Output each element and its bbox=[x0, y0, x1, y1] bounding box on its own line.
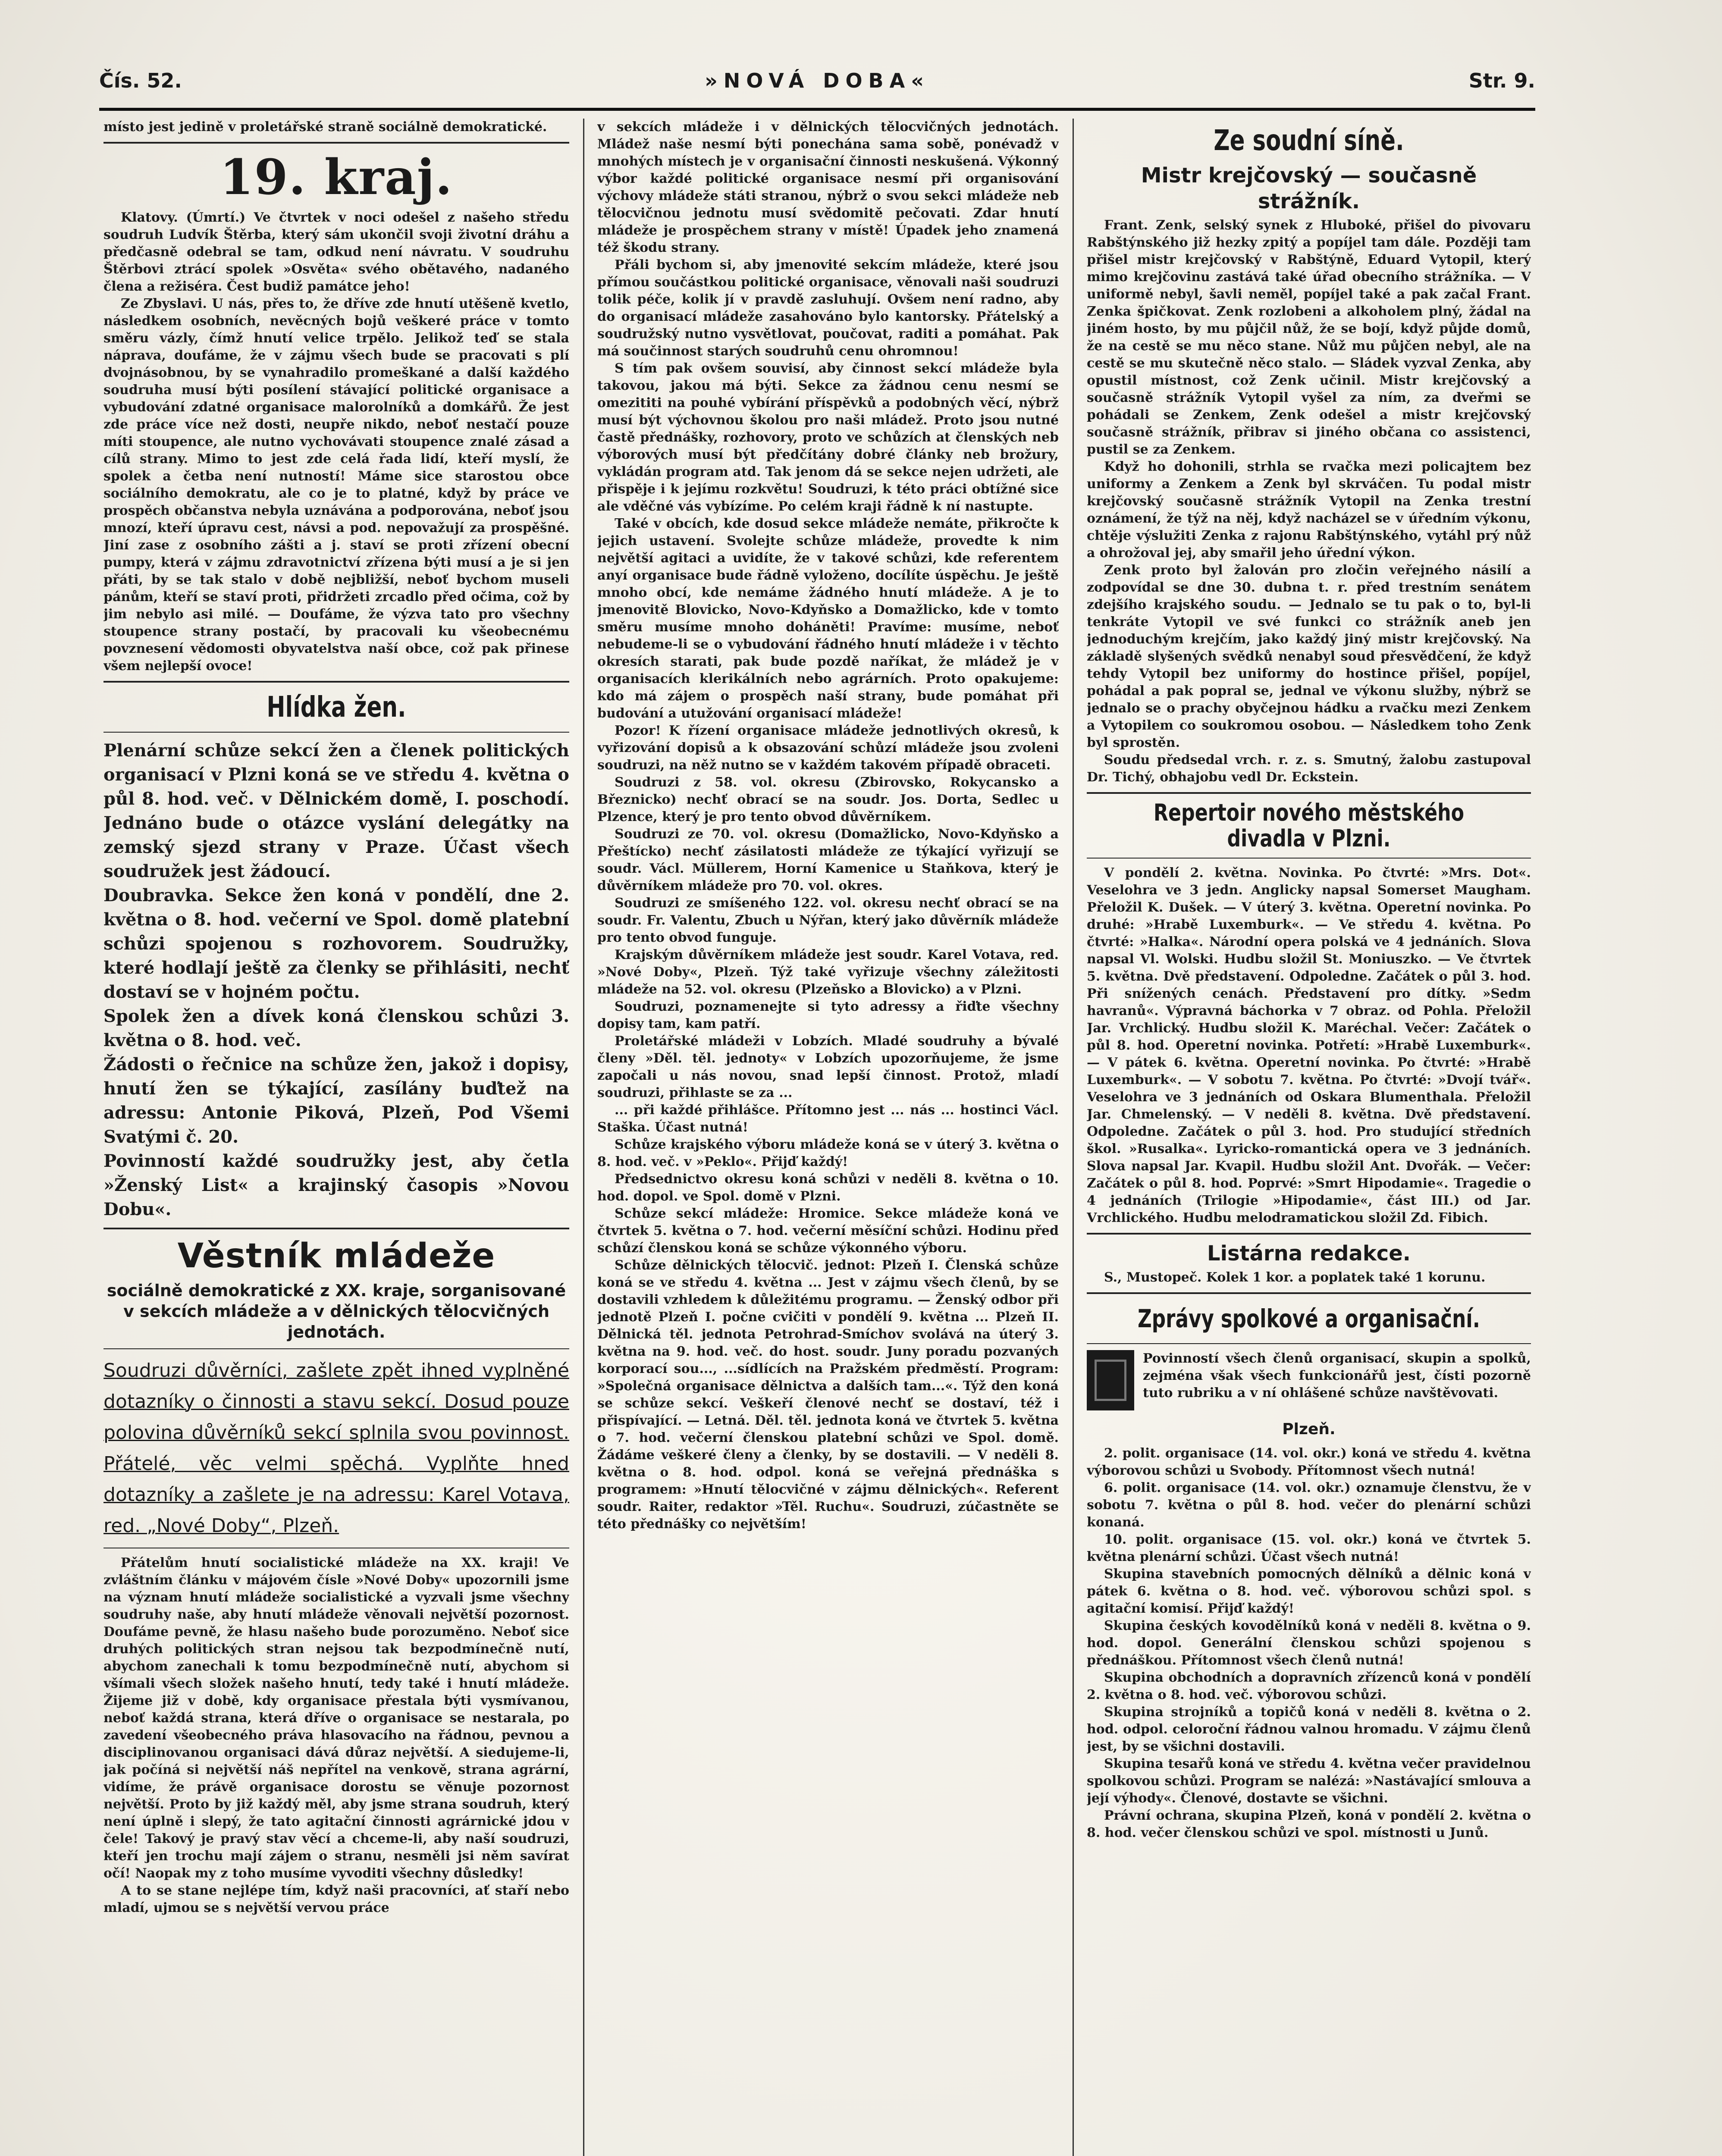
soud-text-4: Soudu předsedal vrch. r. z. s. Smutný, žalobu zastupoval Dr. Tichý, obhajobu vedl Dr. Eckstein. bbox=[1087, 752, 1531, 785]
listarna-text: S., Mustopeč. Kolek 1 kor. a poplatek také 1 korunu. bbox=[1104, 1270, 1486, 1285]
divider bbox=[1087, 1292, 1531, 1294]
col2-okres-58: Soudruzi z 58. vol. okresu (Zbirovsko, Rokycansko a Březnicko) nechť obrací se na soudr. Jos. Dorta, Sedlec u Plzence, který je pro tento obvod důvěrníkem. bbox=[597, 775, 1059, 824]
col2-krajsky-vybor: Schůze krajského výboru mládeže koná se v úterý 3. května o 8. hod. več. v »Peklo«. Přijď každý! bbox=[597, 1137, 1059, 1169]
page-header bbox=[99, 60, 1535, 103]
section-title-repertoir: Repertoir nového městského divadla v Plzni. bbox=[1153, 799, 1465, 852]
vestnik-subtitle: sociálně demokratické z XX. kraje, sorganisované v sekcích mládeže a v dělnických tělocvičných jednotách. bbox=[107, 1281, 566, 1341]
notice-box bbox=[1087, 1350, 1531, 1410]
article-zbyslav: Ze Zbyslavi. U nás, přes to, že dříve zde hnutí utěšeně kvetlo, následkem osobních, nevěcných bojů veškeré práce v tomto směru vázly, čímž hnutí velice trpělo. Jelikož teď se stala náprava, doufáme, že v zájmu všech bude se pracovati s plí dvojnásobnou, by se vynahradilo promeškané a další každého soudruha musí býti posílení stávající politické organisace a vybudování zdatné organisace malorolníků a domkářů. Že jest zde práce více než dosti, neupře nikdo, neboť nestačí pouze míti stoupence, ale nutno vychovávati stoupence znalé zásad a cílů strany. Mimo to jest zde celá řada lidí, kteří myslí, že spolek a četba není nutností! Máme sice starostou obce sociálního demokratu, ale co je to platné, když by práce ve prospěch občanstva nebyla uznávána a podporována, neboť jsou mnozí, kteří úpravu cest, návsi a pod. nepovažují za prospěšné. Jiní zase z osobního zášti a j. staví se proti zřízení obecní pumpy, která v zájmu zdravotnictví zřízena býti musí a je si jen přáti, by se tak stalo v době nejbližší, neboť bychom museli pánům, kteří se staví proti, přidržeti zrcadlo před očima, což by jim nebylo asi milé. — Doufáme, že výzva tato pro všechny stoupence strany postačí, by pracovali ku všeobecnému povznesení vědomosti obyvatelstva naší obce, což pak přinese všem nejlepší ovoce! bbox=[104, 296, 569, 674]
repertoir-text: V pondělí 2. května. Novinka. Po čtvrté: »Mrs. Dot«. Veselohra ve 3 jedn. Anglicky napsal Somerset Maugham. Přeložil K. Dušek. — V úterý 3. května. Operetní novinka. Po druhé: »Hrabě Luxemburk«. — Ve středu 4. května. Po čtvrté: »Halka«. Národní opera polská ve 4 jednáních. Slova napsal Vl. Wolski. Hudbu složil St. Moniuszko. — Ve čtvrtek 5. května. Dvě představení. Odpoledne. Začátek o půl 3. hod. Při snížených cenách. Představení pro dítky. »Sedm havranů«. Výpravná báchorka v 7 obraz. od Pohla. Přeložil Jar. Vrchlický. Hudbu složil K. Maréchal. Večer: Začátek o půl 8. hod. Operetní novinka. Potřetí: »Hrabě Luxemburk«. — V pátek 6. května. Operetní novinka. Po čtvrté: »Hrabě Luxemburk«. — V sobotu 7. května. Po čtvrté: »Dvojí tvář«. Veselohra ve 3 jednáních od Oskara Blumenthala. Přeložil Jar. Chmelenský. — V neděli 8. května. Dvě představení. Odpoledne. Začátek o půl 3. hod. Pro studující středních škol. »Rusalka«. Lyricko-romantická opera ve 3 jednáních. Slova napsal Jar. Kvapil. Hudbu složil Ant. Dvořák. — Večer: Začátek o půl 8. hod. Poprvé: »Smrt Hipodamie«. Tragedie o 4 jednáních (Trilogie »Hipodamie«, část III.) od Jar. Vrchlického. Hudbu melodramatickou složil Zd. Fibich. bbox=[1087, 865, 1531, 1225]
soud-text-1: Frant. Zenk, selský synek z Hluboké, přišel do pivovaru Rabštýnského již hezky zpitý a popíjel tam dále. Později tam přišel mistr krejčovský v Rabštýně, Eduard Vytopil, který mimo krejčovinu zastává také úřad obecního strážníka. — V uniformě nebyl, šavli neměl, popíjel také a pak začal Frant. Zenka špičkovat. Zenk rozlobeni a alkoholem plný, žádal na jiném hosto, by mu půjčil nůž, že se bojí, když půjde domů, že na cestě se mu něco stane. Nůž mu půjčen nebyl, ale na cestě se mu skutečně něco stalo. — Sládek vyzval Zenka, aby opustil místnost, což Zenk učinil. Mistr krejčovský a současně strážník Vytopil vyšel za ním, za dveřmi se pohádali se Zenkem, Zenk odešel a mistr krejčovský současně strážník, přibrav si jiného občana co assistenci, pustil se za Zenkem. bbox=[1087, 218, 1531, 457]
col2-lobzy-cont: ... při každé přihlášce. Přítomno jest ... nás ... hostinci Václ. Staška. Účast nutná! bbox=[597, 1103, 1059, 1135]
column-1 bbox=[104, 119, 569, 2156]
notice-duvernici-text: Soudruzi důvěrníci, zašlete zpět ihned vyplněné dotazníky o činnosti a stavu sekcí. Dosud pouze polovina důvěrníků sekcí splnila svou povinnost. Přátelé, věc velmi spěchá. Vyplňte hned dotazníky a zašlete je na adressu: Karel Votava, red. „Nové Doby“, Plzeň. bbox=[104, 1360, 569, 1537]
section-title-zpravy: Zprávy spolkové a organisační. bbox=[1137, 1304, 1480, 1333]
soud-text-2: Když ho dohonili, strhla se rvačka mezi policajtem bez uniformy a Zenkem a Zenk byl skrváčen. Tu podal mistr krejčovský současně strážník Vytopil na Zenka trestní oznámení, že týž na něj, když nacházel se v úředním výkonu, chtěje výslužiti Zenka z rajonu Rabštýnského, vytáhl prý nůž a ohrožoval jej, aby smařil jeho úřední výkon. bbox=[1087, 459, 1531, 561]
zpravy-item: Skupina tesařů koná ve středu 4. května večer pravidelnou spolkovou schůzi. Program se nalézá: »Nastávající smlouva a její výhody«. Členové, dostavte se všichni. bbox=[1087, 1756, 1531, 1806]
divider bbox=[1087, 1233, 1531, 1235]
notice-povinnost: Povinností každé soudružky jest, aby četla »Ženský List« a krajinský časopis »Novou Dobu«. bbox=[104, 1151, 569, 1219]
col2-okres-70: Soudruzi ze 70. vol. okresu (Domažlicko, Novo-Kdyňsko a Přeštícko) nechť zásilatosti mládeže ze týkající vyřizují se soudr. Václ. Müllerem, Horní Kamenice u Staňkova, který je důvěrníkem mládeže pro 70. vol. okres. bbox=[597, 827, 1059, 893]
section-title-hlidka: Hlídka žen. bbox=[267, 690, 406, 724]
divider bbox=[104, 1228, 569, 1229]
newspaper-title: »NOVÁ DOBA« bbox=[705, 69, 930, 92]
section-title-listarna: Listárna redakce. bbox=[1207, 1241, 1411, 1266]
intro-text: místo jest jedině v proletářské straně sociálně demokratické. bbox=[104, 119, 547, 135]
notice-plenarni: Plenární schůze sekcí žen a členek politických organisací v Plzni koná se ve středu 4. května o půl 8. hod. več. v Dělnickém domě, I. poschodí. Jednáno bude o otázce vyslání delegátky na zemský sjezd strany v Praze. Účast všech soudružek jest žádoucí. bbox=[104, 740, 569, 881]
divider bbox=[104, 681, 569, 683]
notice-text: Povinností všech členů organisací, skupin a spolků, zejména však všech funkcionářů jest, čísti pozorně tuto rubriku a v ní ohlášené schůze navštěvovati. bbox=[1143, 1351, 1531, 1401]
issue-number: Čís. 52. bbox=[99, 69, 182, 92]
zpravy-item: Právní ochrana, skupina Plzeň, koná v pondělí 2. května o 8. hod. večer členskou schůzi ve spol. místnosti u Junů. bbox=[1087, 1808, 1531, 1840]
col2-text-1: v sekcích mládeže i v dělnických tělocvičných jednotách. Mládež naše nesmí býti ponechána sama sobě, ponévadž v mnohých místech je v organisační činnosti neskušená. Výkonný výbor každé politické organisace nesmí při organisování výchovy mládeže státi stranou, nýbrž o svou sekci mládeže neb tělocvičnou jednotu musí svědomitě pečovati. Zdar hnutí mládeže je prospěchem strany v místě! Úpadek jeho znamená též škodu strany. bbox=[597, 119, 1059, 255]
divider bbox=[1087, 858, 1531, 859]
divider bbox=[1087, 792, 1531, 794]
article-pratelum-cont: A to se stane nejlépe tím, když naši pracovníci, ať staří nebo mladí, ujmou se s největší vervou práce bbox=[104, 1883, 569, 1915]
col2-adressy: Soudruzi, poznamenejte si tyto adressy a řiďte všechny dopisy tam, kam patří. bbox=[597, 999, 1059, 1031]
soud-subtitle: Mistr krejčovský — současně strážník. bbox=[1141, 163, 1477, 213]
notice-duvernici bbox=[104, 1355, 569, 1542]
section-title-vestnik: Věstník mládeže bbox=[177, 1237, 496, 1275]
column-2 bbox=[597, 119, 1059, 2156]
col2-text-4: Také v obcích, kde dosud sekce mládeže nemáte, přikročte k jejich ustavení. Svolejte schůze mládeže, provedte k nim největší agitaci a uvidíte, že v takové schůzi, kde referentem anyí organisace bude řádně vyloženo, docílíte úspěchu. Je ještě mnoho obcí, kde nemáme žádného hnutí mládeže. A je to jmenovitě Blovicko, Novo-Kdyňsko a Domažlicko, kde v tomto směru musíme mnoho doháněti! Pravíme: musíme, neboť nebudeme-li se o vybudování řádného hnutí mládeže i v těchto okresích starati, pak bude pozdě naříkat, že mládež je v organisacích klerikálních nebo agrárních. Proto opakujeme: kdo má zájem o prospěch naší strany, bude pomáhat při budování a utužování organisací mládeže! bbox=[597, 516, 1059, 721]
zpravy-item: 2. polit. organisace (14. vol. okr.) koná ve středu 4. května výborovou schůzi u Svobody. Přítomnost všech nutná! bbox=[1087, 1446, 1531, 1478]
notice-doubravka: Doubravka. Sekce žen koná v pondělí, dne 2. května o 8. hod. večerní ve Spol. domě platební schůzi spojenou s rozhovorem. Soudružky, které hodlají ještě za členky se přihlásiti, nechť dostaví se v hojném počtu. bbox=[104, 885, 569, 1002]
section-title-soud: Ze soudní síně. bbox=[1214, 124, 1404, 157]
article-pratelum: Přátelům hnutí socialistické mládeže na XX. kraji! Ve zvláštním článku v májovém čísle »Nové Doby« upozornili jsme na význam hnutí mládeže socialistické a vyzvali jsme všechny soudruhy naše, aby hnutí mládeže věnovali největší pozornost. Doufáme pevně, že hlasu našeho bude porozuměno. Neboť sice druhých politických stran nejsou tak bezpodmínečně nutí, abychom zanechali k tomu bezpodmínečně nutí, abychom si všímali všech složek našeho hnutí, tedy také i hnutí mládeže. Žijeme již v době, kdy organisace přestala býti vysmívanou, neboť každá strana, která dříve o organisace se nestarala, po zavedení všeobecného práva hlasovacího na řádnou, pevnou a disciplinovanou organisaci dává důraz největší. A siedujeme-li, jak počíná si největší náš nepřítel na venkově, strana agrární, vidíme, že právě organisace dorostu se věnuje pozornost největší. Proto by již každý měl, aby jsme strana soudruh, který není úplně i slepý, že tato agitační činnosti agrárnické jdou v čele! Takový je pravý stav věcí a chceme-li, aby naší soudruzi, kteří jen trochu mají zájem o stranu, nesměli jsi něm savírat očí! Naopak my z toho musíme vyvoditi všechny důsledky! bbox=[104, 1555, 569, 1881]
col2-krajsky-duvernik: Krajským důvěrníkem mládeže jest soudr. Karel Votava, red. »Nové Doby«, Plzeň. Týž také vyřizuje všechny záležitosti mládeže na 52. vol. okresu (Plzeňsko a Blovicko) a v Plzni. bbox=[597, 947, 1059, 997]
section-title-kraj: 19. kraj. bbox=[220, 149, 453, 206]
soud-text-3: Zenk proto byl žalován pro zločin veřejného násilí a zodpovídal se dne 30. dubna t. r. před trestním senátem zdejšího krajského soudu. — Jednalo se tu pak o to, byl-li tenkráte Vytopil ve své funkci co strážník aneb jen jednoduchým krejčím, jako každý jiný mistr krejčovský. Na základě slyšených svědků nenabyl soud přesvědčení, že když tehdy Vytopil bez uniformy do hostince přišel, popíjel, pohádal a pak popral se, jednal ve výkonu služby, nýbrž se jednalo se o prachy obyčejnou hádku a rvačku mezi Zenkem a Vytopilem co soukromou osobou. — Následkem toho Zenk byl sprostěn. bbox=[1087, 563, 1531, 750]
notice-recnice: Žádosti o řečnice na schůze žen, jakož i dopisy, hnutí žen se týkající, zasílány buďtež na adressu: Antonie Piková, Plzeň, Pod Všemi Svatými č. 20. bbox=[104, 1054, 569, 1147]
divider bbox=[104, 1348, 569, 1349]
zpravy-item: 10. polit. organisace (15. vol. okr.) koná ve čtvrtek 5. května plenární schůzi. Účast všech nutná! bbox=[1087, 1532, 1531, 1564]
zpravy-item: Skupina obchodních a dopravních zřízenců koná v pondělí 2. května o 8. hod. več. výborovou schůzi. bbox=[1087, 1670, 1531, 1702]
plzen-heading: Plzeň. bbox=[1282, 1420, 1336, 1438]
notice-icon bbox=[1087, 1350, 1134, 1410]
zpravy-item: Skupina českých kovodělníků koná v neděli 8. května o 9. hod. dopol. Generální členskou schůzi spojenou s přednáškou. Přítomnost všech členů nutná! bbox=[1087, 1618, 1531, 1668]
notice-spolek-zen: Spolek žen a dívek koná členskou schůzi 3. května o 8. hod. več. bbox=[104, 1006, 569, 1050]
divider bbox=[104, 142, 569, 144]
col2-predsednictvo: Předsednictvo okresu koná schůzi v neděli 8. května o 10. hod. dopol. ve Spol. domě v Plzni. bbox=[597, 1172, 1059, 1204]
column-divider bbox=[583, 119, 584, 2156]
page-number: Str. 9. bbox=[1468, 69, 1535, 92]
zpravy-item: Skupina stavebních pomocných dělníků a dělnic koná v pátek 6. května o 8. hod. več. výborovou schůzi spol. s agitační komisí. Přijď každý! bbox=[1087, 1567, 1531, 1616]
divider bbox=[104, 732, 569, 733]
col2-lobzy: Proletářské mládeži v Lobzích. Mladé soudruhy a bývalé členy »Děl. těl. jednoty« v Lobzích upozorňujeme, že jsme započali u nás novou, snad lepší činnost. Protož, mladí soudruzi, přihlaste se za ... bbox=[597, 1034, 1059, 1100]
col2-okres-122: Soudruzi ze smíšeného 122. vol. okresu nechť obrací se na soudr. Fr. Valentu, Zbuch u Nýřan, který jako důvěrník mládeže pro tento obvod funguje. bbox=[597, 896, 1059, 945]
article-klatovy: Klatovy. (Úmrtí.) Ve čtvrtek v noci odešel z našeho středu soudruh Ludvík Štěrba, který sám ukončil svoji životní dráhu a předčasně odebral se tam, odkud není návratu. V soudruhu Štěrbovi ztrácí spolek »Osvěta« svého obětavého, nadaného člena a režiséra. Čest budiž památce jeho! bbox=[104, 210, 569, 294]
zpravy-item: 6. polit. organisace (14. vol. okr.) oznamuje členstvu, že v sobotu 7. května o půl 8. hod. večer do plenární schůzi konaná. bbox=[1087, 1480, 1531, 1530]
column-3 bbox=[1087, 119, 1531, 2156]
col2-pozor: Pozor! K řízení organisace mládeže jednotlivých okresů, k vyřizování dopisů a k obsazování schůzí mládeže jsou zvoleni soudruzi, na něž nutno se v každém takovém případě obraceti. bbox=[597, 723, 1059, 773]
col2-text-3: S tím pak ovšem souvisí, aby činnost sekcí mládeže byla takovou, jakou má býti. Sekce za žádnou cenu nesmí se omezititi na pouhé vybírání příspěvků a podobných věcí, nýbrž musí být výchovnou školou pro naši mládež. Proto jsou nutné častě přednášky, rozhovory, proto ve schůzích at členských neb výborových musí být předčítány dobré články neb brožury, vykládán program atd. Tak jenom dá se sekce nejen udržeti, ale přispěje i k jejímu rozkvětu! Soudruzi, k této práci obtížné sice ale vděčné vás vybízíme. Po celém kraji řádně k ní nastupte. bbox=[597, 361, 1059, 514]
zpravy-item: Skupina strojníků a topičů koná v neděli 8. května o 2. hod. odpol. celoroční řádnou valnou hromadu. V zájmu členů jest, by se všichni dostavili. bbox=[1087, 1705, 1531, 1754]
col2-text-2: Přáli bychom si, aby jmenovité sekcím mládeže, které jsou přímou součástkou politické organisace, věnovali naši soudruzi tolik péče, kolik jí v pravdě zasluhují. Ovšem není radno, aby do organisací mládeže zasahováno bylo kantorsky. Přátelský a soudružský nutno vysvětlovat, poučovat, raditi a pomáhat. Pak má součinnost starých soudruhů cenu ohromnou! bbox=[597, 257, 1059, 359]
col2-telocvicne-jednoty: Schůze dělnických tělocvič. jednot: Plzeň I. Členská schůze koná se ve středu 4. května ... Jest v zájmu všech členů, by se dostavili vzhledem k důležitému programu. — Ženský odbor při jednotě Plzeň I. počne cvičiti v pondělí 9. května ... Plzeň II. Dělnická těl. jednota Petrohrad-Smíchov svolává na úterý 3. května na 9. hod. več. do host. soudr. Juny poradu pozvaných korporací sou..., ...sídlících na Pražském předměstí. Program: »Společná organisace dělnictva a dalších tam...«. Týž den koná se schůze sekcí. Veškeří členové nechť se dostaví, též i přispívající. — Letná. Děl. těl. jednota koná ve čtvrtek 5. května o 7. hod. večerní členskou platební schůzi ve Spol. domě. Žádáme veškeré členy a členky, by se dostavili. — V neděli 8. května o 8. hod. odpol. koná se veřejná přednáška s programem: »Hnutí tělocvičné v zájmu dělnických«. Referent soudr. Raiter, redaktor »Těl. Ruchu«. Soudruzi, zúčastněte se této přednášky co největším! bbox=[597, 1258, 1059, 1532]
divider bbox=[1087, 1343, 1531, 1344]
column-divider bbox=[1073, 119, 1074, 2156]
header-rule bbox=[99, 108, 1535, 111]
col2-schuze-sekci: Schůze sekcí mládeže: Hromice. Sekce mládeže koná ve čtvrtek 5. května o 7. hod. večerní měsíční schůzi. Hodinu před schůzí členskou koná se schůze výkonného výboru. bbox=[597, 1206, 1059, 1256]
